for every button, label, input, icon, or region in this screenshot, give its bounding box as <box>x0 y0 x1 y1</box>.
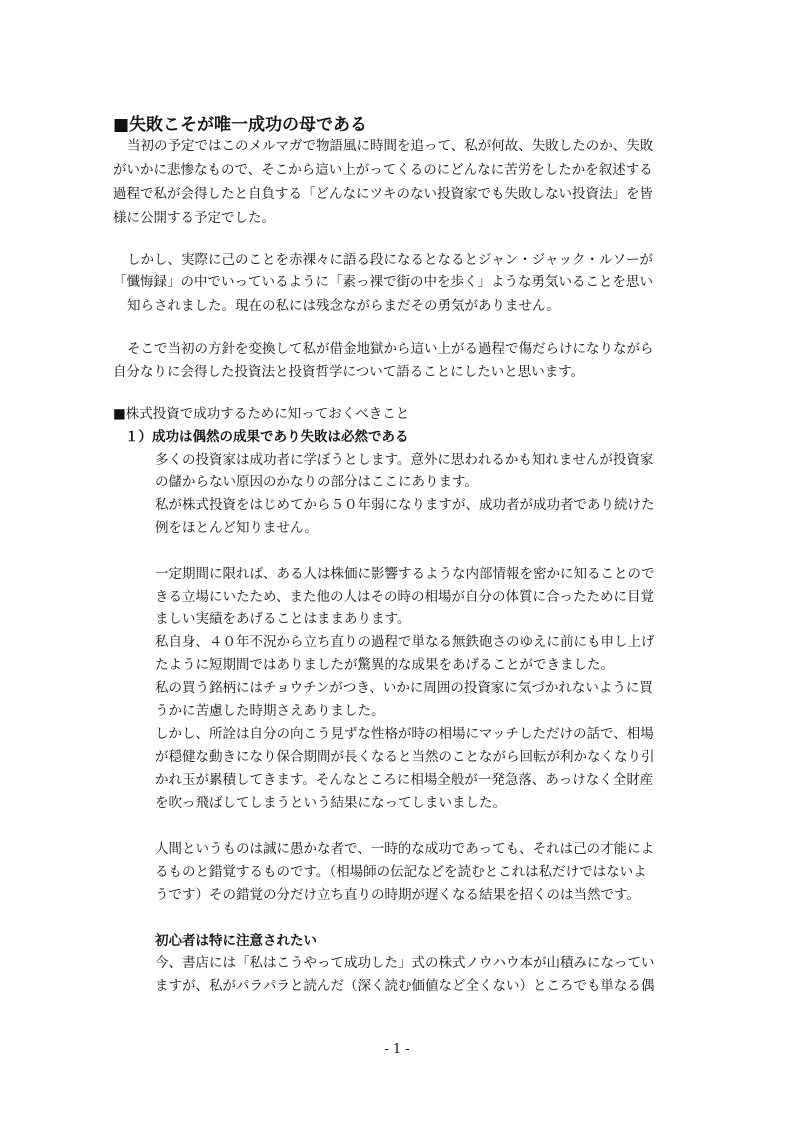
point1-para2-line-2: きる立場にいたため、また他の人はその時の相場が自分の体質に合ったために目覚 <box>155 589 654 605</box>
point1-para2-line-4: 私自身、４０年不況から立ち直りの過程で単なる無鉄砲さのゆえに前にも申し上げ <box>155 634 655 650</box>
point1-para2-line-7: うかに苦慮した時期さえありました。 <box>155 703 385 719</box>
point1-para2-line-3: ましい実績をあげることはままあります。 <box>155 611 411 627</box>
point1-title: １）成功は偶然の成果であり失敗は必然である <box>125 429 409 445</box>
para3-line-2: 自分なりに会得した投資法と投資哲学について語ることにしたいと思います。 <box>113 364 585 380</box>
para3-line-1: そこで当初の方針を変換して私が借金地獄から這い上がる過程で傷だらけになりながら <box>127 341 654 357</box>
heading: ■失敗こそが唯一成功の母である <box>113 115 368 135</box>
sub-para-line-2: ますが、私がパラパラと読んだ（深く読む価値など全くない）ところでも単なる偶 <box>155 978 655 994</box>
point1-para2-line-8: しかし、所詮は自分の向こう見ずな性格が時の相場にマッチしただけの話で、相場 <box>155 726 654 742</box>
intro-line-4: 様に公開する予定でした。 <box>113 210 275 226</box>
intro-line-2: がいかに悲惨なもので、そこから這い上がってくるのにどんなに苦労をしたかを叙述する <box>113 162 653 178</box>
para2-line-1: しかし、実際に己のことを赤裸々に語る段になるとなるとジャン・ジャック・ルソーが <box>127 252 653 268</box>
point1-para2-line-5: たように短期間ではありましたが驚異的な成果をあげることができました。 <box>155 657 614 673</box>
point1-para3-line-2: るものと錯覚するものです。（相場師の伝記などを読むとこれは私だけではないよ <box>155 864 647 880</box>
point1-para3-line-1: 人間というものは誠に愚かな者で、一時的な成功であっても、それは己の才能によ <box>155 841 655 857</box>
point1-para2-line-6: 私の買う銘柄にはチョウチンがつき、いかに周囲の投資家に気づかれないように買 <box>155 680 653 696</box>
point1-para2-line-11: を吹っ飛ばしてしまうという結果になってしまいました。 <box>155 795 506 811</box>
point1-para1-line-1: 多くの投資家は成功者に学ぼうとします。意外に思われるかも知れませんが投資家 <box>155 452 654 468</box>
point1-para1-line-3: 私が株式投資をはじめてから５０年弱になりますが、成功者が成功者であり続けた <box>155 497 655 513</box>
sub-para-line-1: 今、書店には「私はこうやって成功した」式の株式ノウハウ本が山積みになってい <box>155 955 655 971</box>
intro-line-1: 当初の予定ではこのメルマガで物語風に時間を追って、私が何故、失敗したのか、失敗 <box>127 138 654 154</box>
intro-line-3: 過程で私が会得したと自負する「どんなにツキのない投資家でも失敗しない投資法」を皆 <box>113 186 653 202</box>
sub-title: 初心者は特に注意されたい <box>155 933 317 949</box>
point1-para3-line-3: うです）その錯覚の分だけ立ち直りの時期が遅くなる結果を招くのは当然です。 <box>155 887 640 903</box>
point1-para2-line-1: 一定期間に限れば、ある人は株価に影響するような内部情報を密かに知ることので <box>155 566 655 582</box>
point1-para1-line-2: の儲からない原因のかなりの部分はここにあります。 <box>155 474 478 490</box>
page-number: - 1 - <box>384 1042 410 1057</box>
section-title: ■株式投資で成功するために知っておくべきこと <box>113 406 410 422</box>
point1-para2-line-9: が穏健な動きになり保合期間が長くなると当然のことながら回転が利かなくなり引 <box>155 749 655 765</box>
para2-line-2: 「懺悔録」の中でいっているように「素っ裸で街の中を歩く」ような勇気いることを思い <box>113 274 653 290</box>
para2-line-3: 知らされました。現在の私には残念ながらまだその勇気がありません。 <box>127 298 560 314</box>
point1-para1-line-4: 例をほとんど知りません。 <box>155 520 318 536</box>
point1-para2-line-10: かれ玉が累積してきます。そんなところに相場全般が一発急落、あっけなく全財産 <box>155 772 654 788</box>
